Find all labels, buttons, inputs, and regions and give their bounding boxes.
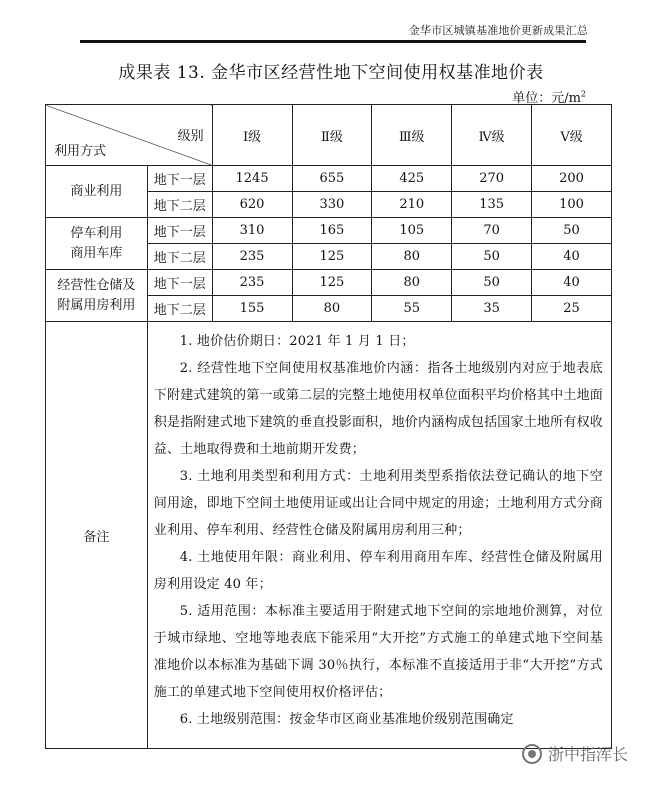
note-item: 5. 适用范围：本标准主要适用于附建式地下空间的宗地地价测算，对位于城市绿地、空地等地表底下能采用“大开挖”方式施工的单建式地下空间基准地价以本标准为基础下调 30％执行，本标准不直接适用于非“大开挖”方式施工的单建式地下空间使用权价格评估； — [153, 604, 603, 700]
table-row — [46, 166, 612, 192]
floor-level-cell: 地下二层 — [147, 244, 212, 270]
price-cell: 105 — [372, 218, 452, 244]
floor-level-cell: 地下一层 — [147, 166, 212, 192]
category-cell — [46, 270, 148, 322]
price-cell: 125 — [292, 270, 372, 296]
floor-level-cell: 地下二层 — [147, 296, 212, 322]
notes-label: 备注 — [46, 322, 148, 749]
price-cell: 330 — [292, 192, 372, 218]
wechat-logo-icon — [522, 744, 542, 764]
grade-col-1: Ⅰ级 — [212, 105, 292, 166]
header-rule — [80, 40, 586, 43]
grade-col-2: Ⅱ级 — [292, 105, 372, 166]
price-cell: 35 — [452, 296, 532, 322]
price-cell: 70 — [452, 218, 532, 244]
notes-row — [46, 322, 612, 749]
price-cell: 50 — [452, 270, 532, 296]
grade-col-4: Ⅳ级 — [452, 105, 532, 166]
price-cell: 50 — [452, 244, 532, 270]
corner-cell — [46, 105, 213, 166]
floor-level-cell: 地下一层 — [147, 270, 212, 296]
price-cell: 80 — [372, 244, 452, 270]
unit-label: 单位：元$/m^2$ — [512, 89, 586, 106]
price-cell: 165 — [292, 218, 372, 244]
price-cell: 50 — [532, 218, 612, 244]
floor-level-cell: 地下一层 — [147, 218, 212, 244]
category-label: 商业利用 — [70, 183, 123, 199]
usage-header: 利用方式 — [54, 144, 107, 159]
note-item: 6. 土地级别范围：按金华市区商业基准地价级别范围确定 — [179, 712, 514, 727]
grade-col-5: Ⅴ级 — [532, 105, 612, 166]
price-cell: 310 — [212, 218, 292, 244]
watermark-text: 浙中指浑长 — [547, 745, 628, 764]
table-title: 成果表 13. 金华市区经营性地下空间使用权基准地价表 — [118, 63, 544, 83]
price-cell: 100 — [532, 192, 612, 218]
price-cell: 620 — [212, 192, 292, 218]
category-label: 停车利用 — [70, 225, 123, 241]
category-cell — [46, 166, 148, 218]
category-label: 附属用房利用 — [57, 297, 136, 313]
price-cell: 655 — [292, 166, 372, 192]
note-item: 3. 土地利用类型和利用方式：土地利用类型系指依法登记确认的地下空间用途，即地下空间土地使用证或出让合同中规定的用途；土地利用方式分商业利用、停车利用、经营性仓储及附属用房利用三种； — [153, 469, 603, 538]
price-cell: 210 — [372, 192, 452, 218]
price-cell: 1245 — [212, 166, 292, 192]
price-cell: 135 — [452, 192, 532, 218]
price-cell: 155 — [212, 296, 292, 322]
price-cell: 80 — [372, 270, 452, 296]
price-cell: 125 — [292, 244, 372, 270]
table-row — [46, 218, 612, 244]
price-cell: 235 — [212, 244, 292, 270]
category-cell — [46, 218, 148, 270]
price-cell: 40 — [532, 270, 612, 296]
category-label: 商用车库 — [70, 245, 123, 261]
price-cell: 55 — [372, 296, 452, 322]
price-cell: 235 — [212, 270, 292, 296]
header-row — [46, 105, 612, 166]
grade-header: 级别 — [177, 129, 204, 144]
price-cell: 200 — [532, 166, 612, 192]
price-cell: 425 — [372, 166, 452, 192]
price-cell: 25 — [532, 296, 612, 322]
notes-cell — [147, 322, 611, 749]
land-price-table — [45, 104, 612, 749]
note-item: 2. 经营性地下空间使用权基准地价内涵：指各土地级别内对应于地表底下附建式建筑的第一或第二层的完整土地使用权单位面积平均价格其中土地面积是指附建式地下建筑的垂直投影面积，地价内涵构成包括国家土地所有权收益、土地取得费和土地前期开发费； — [153, 361, 603, 457]
note-item: 4. 土地使用年限：商业利用、停车利用商用车库、经营性仓储及附属用房利用设定 40 年； — [153, 550, 603, 592]
price-cell: 80 — [292, 296, 372, 322]
note-item: 1. 地价估价期日：2021 年 1 月 1 日； — [179, 334, 415, 349]
category-label: 经营性仓储及 — [57, 277, 136, 293]
watermark — [522, 742, 628, 765]
running-header: 金华市区城镇基准地价更新成果汇总 — [408, 24, 588, 37]
floor-level-cell: 地下二层 — [147, 192, 212, 218]
table-row — [46, 270, 612, 296]
price-cell: 40 — [532, 244, 612, 270]
grade-col-3: Ⅲ级 — [372, 105, 452, 166]
price-cell: 270 — [452, 166, 532, 192]
